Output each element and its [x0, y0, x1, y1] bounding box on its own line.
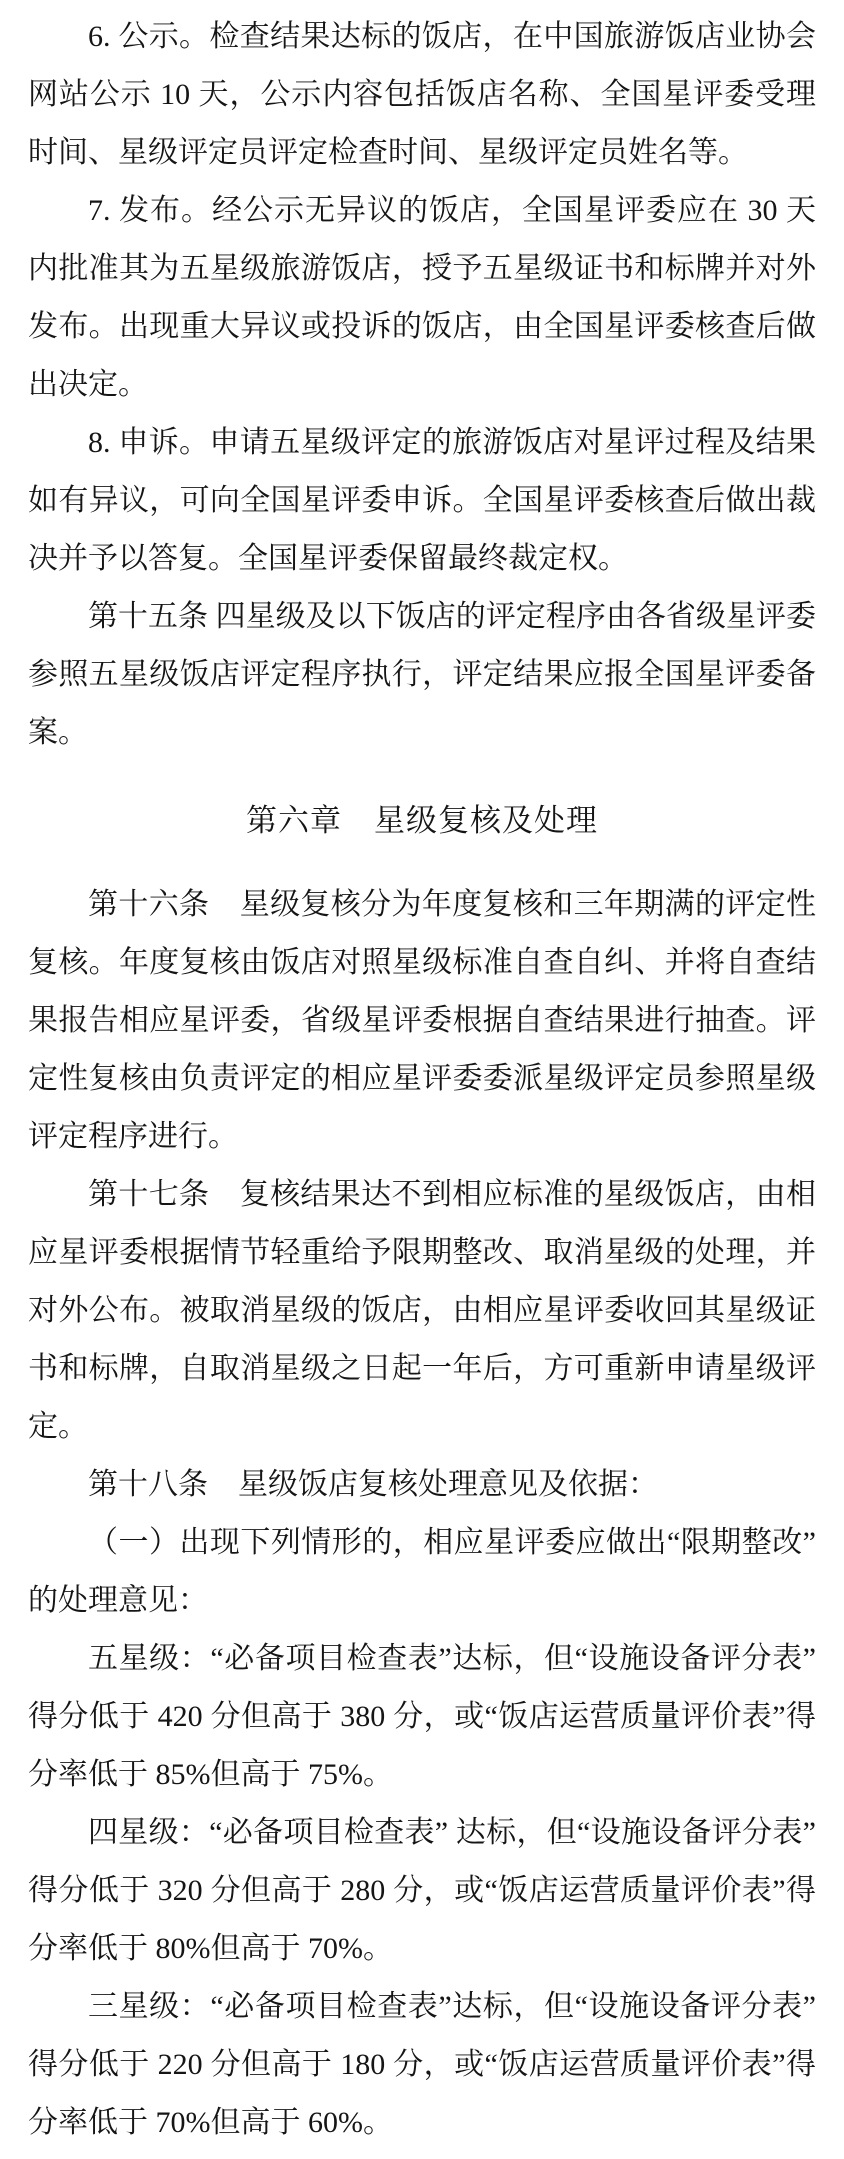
paragraph-three-star-criteria: 三星级：“必备项目检查表”达标，但“设施设备评分表”得分低于 220 分但高于 180 分，或“饭店运营质量评价表”得分率低于 70%但高于 60%。 — [28, 1990, 816, 2139]
paragraph-item-7-release: 7. 发布。经公示无异议的饭店，全国星评委应在 30 天内批准其为五星级旅游饭店，授予五星级证书和标牌并对外发布。出现重大异议或投诉的饭店，由全国星评委核查后做出决定。 — [28, 194, 816, 401]
paragraph-five-star-criteria: 五星级：“必备项目检查表”达标，但“设施设备评分表”得分低于 420 分但高于 380 分，或“饭店运营质量评价表”得分率低于 85%但高于 75%。 — [28, 1642, 816, 1791]
paragraph-article-18: 第十八条 星级饭店复核处理意见及依据： — [88, 1468, 658, 1501]
paragraph-item-8-appeal: 8. 申诉。申请五星级评定的旅游饭店对星评过程及结果如有异议，可向全国星评委申诉。全国星评委核查后做出裁决并予以答复。全国星评委保留最终裁定权。 — [28, 426, 816, 575]
paragraph-item-6-publicity: 6. 公示。检查结果达标的饭店，在中国旅游饭店业协会网站公示 10 天，公示内容包括饭店名称、全国星评委受理时间、星级评定员评定检查时间、星级评定员姓名等。 — [28, 20, 816, 169]
paragraph-clause-1-rectify: （一）出现下列情形的，相应星评委应做出“限期整改”的处理意见： — [28, 1526, 816, 1617]
paragraph-article-17: 第十七条 复核结果达不到相应标准的星级饭店，由相应星评委根据情节轻重给予限期整改、取消星级的处理，并对外公布。被取消星级的饭店，由相应星评委收回其星级证书和标牌，自取消星级之日起一年后，方可重新申请星级评定。 — [28, 1178, 816, 1443]
paragraph-four-star-criteria: 四星级：“必备项目检查表” 达标，但“设施设备评分表”得分低于 320 分但高于 280 分，或“饭店运营质量评价表”得分率低于 80%但高于 70%。 — [28, 1816, 816, 1965]
paragraph-article-16: 第十六条 星级复核分为年度复核和三年期满的评定性复核。年度复核由饭店对照星级标准自查自纠、并将自查结果报告相应星评委，省级星评委根据自查结果进行抽查。评定性复核由负责评定的相应星评委委派星级评定员参照星级评定程序进行。 — [28, 888, 816, 1153]
paragraph-article-15: 第十五条 四星级及以下饭店的评定程序由各省级星评委参照五星级饭店评定程序执行，评定结果应报全国星评委备案。 — [28, 600, 816, 749]
chapter-6-heading: 第六章 星级复核及处理 — [246, 803, 598, 838]
